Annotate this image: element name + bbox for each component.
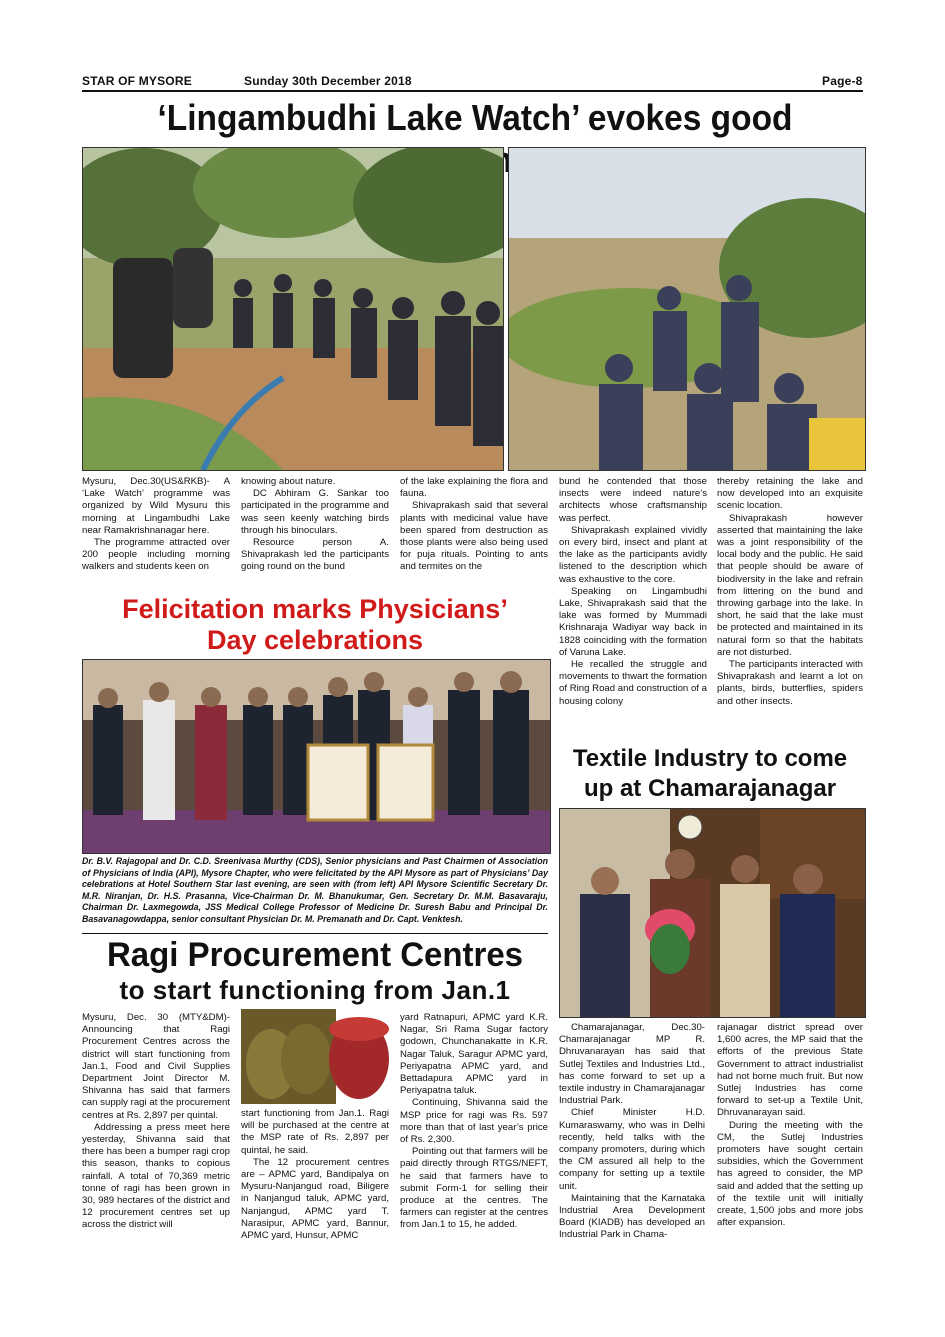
lake-column-4 — [559, 476, 707, 708]
lake-col2-para: DC Abhiram G. Sankar too participated in the programme and was seen keenly watching birds through his binoculars. — [241, 488, 389, 536]
lake-photo-left — [82, 147, 504, 471]
lake-col3-para: of the lake explaining the flora and fauna. — [400, 476, 548, 500]
textile-col1-para: Chief Minister H.D. Kumaraswamy, who was in Delhi recently, held talks with the company promoters, during which the CM assured all help to the company for setting up a textile unit. — [559, 1107, 705, 1192]
lake-column-5 — [717, 476, 863, 708]
ragi-col2-para: The 12 procurement centres are – APMC yard, Bandipalya on Mysuru-Nanjangud road, Biligere in Nanjangud taluk, APMC yard, Nanjangud, APMC yard T. Narasipur, APMC yard, Bannur, APMC yard, Hunsur, APMC — [241, 1156, 389, 1242]
textile-photo — [559, 808, 866, 1018]
physicians-headline-line1: Felicitation marks Physicians’ — [122, 594, 508, 624]
ragi-col1-para: Addressing a press meet here yesterday, Shivanna said that there has been a bumper ragi crop this season, thanks to copious rainfall. A total of 70,369 metric tonne of ragi has been grown in 30, 989 hectares of the district and 12 procurement centres set up across the district will — [82, 1121, 230, 1231]
ragi-col1-para: Mysuru, Dec. 30 (MTY&DM)- Announcing that Ragi Procurement Centres across the district will start functioning from Jan.1, Food and Civil Supplies Department Joint Director M. Shivanna has said that farmers can supply ragi at the procurement centres at Rs. 2,897 per quintal. — [82, 1012, 230, 1121]
lake-col2-para: Resource person A. Shivaprakash led the participants going round on the bund — [241, 537, 389, 573]
ragi-column-1 — [82, 1012, 230, 1232]
lake-col1-para: The programme attracted over 200 people including morning walkers and students keen on — [82, 537, 230, 573]
masthead-page: Page-8 — [822, 74, 863, 88]
textile-column-1 — [559, 1022, 705, 1242]
textile-col2-para: During the meeting with the CM, the Sutlej Industries promoters have sought certain subsidies, which the Government has agreed to consider, the MP said and added that the setting up of the textile unit will initially create, 1,500 jobs and more jobs after expansion. — [717, 1119, 863, 1229]
ragi-col3-para: yard Ratnapuri, APMC yard K.R. Nagar, Sri Rama Sugar factory godown, Chunchanakatte in K.R. Nagar Taluk, Saragur APMC yard, Periyapatna APMC yard, and Bettadapura APMC yard in Periyapatna taluk. — [400, 1012, 548, 1097]
lake-col1-para: Mysuru, Dec.30(US&RKB)- A ‘Lake Watch’ programme was organized by Wild Mysuru this morning at Lingambudhi Lake near Ramakrishnanagar here. — [82, 476, 230, 536]
physicians-headline — [82, 594, 548, 656]
physicians-headline-line2: Day celebrations — [206, 625, 424, 655]
masthead-paper: STAR OF MYSORE — [82, 74, 192, 88]
lake-col4-para: Shivaprakash explained vividly on every bird, insect and plant at the lake as the participants avidly listened to the description which was exhaustive to the core. — [559, 524, 707, 585]
lake-col5-para: Shivaprakash however asserted that maintaining the lake was a joint responsibility of the local body and the public. He said that people should be aware of biodiversity in the lake and refrain from littering on the bund and throwing garbage into the lake. In short, he said that the lake must be protected and maintained in its natural form so that the habitats are not disturbed. — [717, 512, 863, 658]
lake-headline: ‘Lingambudhi Lake Watch’ evokes good — [157, 97, 793, 138]
lake-photo-right — [508, 147, 866, 471]
ragi-col3-para: Pointing out that farmers will be paid directly through RTGS/NEFT, he said that farmers have to submit Form-1 for selling their produce at the centres. The farmers can register at the centres from Jan.1 to 15, he added. — [400, 1146, 548, 1231]
textile-column-2 — [717, 1022, 863, 1229]
textile-headline — [556, 744, 864, 804]
ragi-col2-para: start functioning from Jan.1. Ragi will be purchased at the centre at the MSP rate of Rs. 2,897 per quintal, he said. — [241, 1108, 389, 1156]
caption-rule — [82, 933, 548, 934]
ragi-headline-line2: to start functioning from Jan.1 — [119, 975, 511, 1005]
lake-col2-para: knowing about nature. — [241, 476, 336, 487]
ragi-photo — [241, 1009, 389, 1104]
lake-col4-para: He recalled the struggle and movements to thwart the formation of Ring Road and construction of a housing colony — [559, 659, 707, 707]
lake-col3-para: Shivaprakash said that several plants with medicinal value have been spared from destruction as those plants were also being used for puja rituals. Pointing to ants and termites on the — [400, 500, 548, 573]
lake-column-3 — [400, 476, 548, 574]
lake-col5-para: thereby retaining the lake and now developed into an exquisite scenic location. — [717, 476, 863, 512]
ragi-headline-line1: Ragi Procurement Centres — [106, 936, 524, 974]
lake-col4-para: Speaking on Lingambudhi Lake, Shivaprakash said that the lake was formed by Mummadi Krishnaraja Wadiyar way back in 1828 coinciding with the formation of Varuna Lake. — [559, 585, 707, 658]
physicians-caption: Dr. B.V. Rajagopal and Dr. C.D. Sreenivasa Murthy (CDS), Senior physicians and Past Chairmen of Association of Physicians of India (API), Mysore Chapter, who were felicitated by the API Mysore as part of Physicians’ Day celebrations at Hotel Southern Star last evening, are seen with (from left) API Mysore Scientific Secretary Dr. M.R. Niranjan, Dr. H.S. Prasanna, Vice-Chairman Dr. M. Bhanukumar, Gen. Secretary Dr. M.M. Basavaraju, Chairman Dr. Laxmegowda, JSS Medical College Professor of Medicine Dr. Suresh Babu and Principal Dr. Basavanagowdappa, senior consultant Physician Dr. M. Premanath and Dr. Capt. Venktesh. — [82, 856, 548, 924]
masthead-date: Sunday 30th December 2018 — [244, 74, 412, 88]
textile-col1-para: Chamarajanagar, Dec.30- Chamarajanagar MP R. Dhruvanarayan has said that Sutlej Textiles and Industries Ltd., has come forward to set up a textile industry in Chamarajanagar Industrial Park. — [559, 1022, 705, 1107]
masthead-rule — [82, 90, 863, 92]
textile-headline-line2: up at Chamarajanagar — [583, 775, 837, 802]
textile-col1-para: Maintaining that the Karnataka Industrial Area Development Board (KIADB) has developed an Industrial Park in Chama- — [559, 1192, 705, 1241]
ragi-col3-para: Continuing, Shivanna said the MSP price for ragi was Rs. 597 more than that of last year’s price of Rs. 2,300. — [400, 1097, 548, 1146]
ragi-column-2 — [241, 1108, 389, 1242]
textile-col2-para: rajanagar district spread over 1,600 acres, the MP said that the efforts of the previous State Government to attract industrialist had not borne much fruit. But now Sutlej Industries has come forward to set-up a Textile Unit, Dhruvanarayan said. — [717, 1022, 863, 1119]
textile-headline-line1: Textile Industry to come — [572, 745, 848, 772]
physicians-photo — [82, 659, 551, 854]
lake-column-1 — [82, 476, 230, 574]
ragi-column-3 — [400, 1012, 548, 1232]
lake-col5-para: The participants interacted with Shivaprakash and learnt a lot on plants, birds, butterflies, spiders and other insects. — [717, 659, 863, 707]
lake-column-2 — [241, 476, 389, 574]
lake-col4-para: bund he contended that those insects were indeed nature’s architects whose craftsmanship was perfect. — [559, 476, 707, 524]
